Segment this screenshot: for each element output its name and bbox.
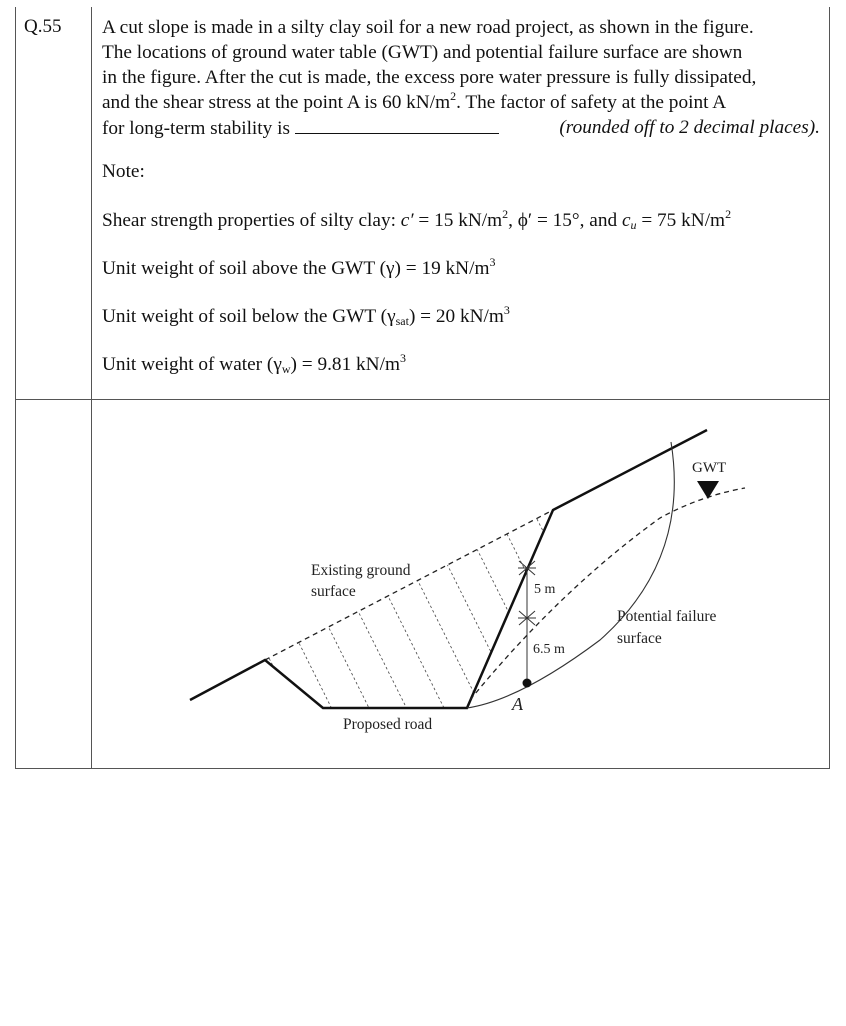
question-line-4: and the shear stress at the point A is 60 $kN/m^2$. The factor of safety at the point A: [102, 89, 727, 113]
gwt-line: [470, 488, 745, 700]
existing-ground-line: [265, 510, 553, 660]
label-dim-5m: 5 m: [534, 582, 556, 597]
label-dim-6-5m: 6.5 m: [533, 642, 565, 657]
label-potential-failure-2: surface: [617, 630, 662, 647]
rounding-instruction: (rounded off to 2 decimal places).: [559, 117, 820, 138]
gwt-triangle-icon: [697, 481, 719, 499]
question-number: Q.55: [24, 16, 62, 37]
question-line-3: in the figure. After the cut is made, the excess pore water pressure is fully dissipated,: [102, 67, 757, 88]
label-point-a: A: [512, 694, 523, 714]
label-proposed-road: Proposed road: [343, 716, 433, 733]
question-line-5: for long-term stability is (rounded off to 2 decimal places).: [102, 117, 820, 139]
label-existing-ground-2: surface: [311, 583, 356, 600]
question-line-1: A cut slope is made in a silty clay soil for a new road project, as shown in the figure.: [102, 17, 754, 38]
label-existing-ground-1: Existing ground: [311, 562, 411, 579]
note-heading: Note:: [102, 161, 145, 182]
unit-weight-below-gwt: Unit weight of soil below the GWT $(\gamma_{sat}) = 20$ $kN/m^3$: [102, 303, 510, 328]
label-potential-failure-1: Potential failure: [617, 608, 717, 625]
point-a-marker: [523, 679, 532, 688]
failure-surface-arc: [467, 442, 674, 708]
label-gwt: GWT: [692, 460, 727, 476]
question-line-2: The locations of ground water table (GWT) and potential failure surface are shown: [102, 42, 743, 63]
ground-profile: [190, 430, 707, 708]
unit-weight-water: Unit weight of water $(\gamma_w) = 9.81$ $kN/m^3$: [102, 351, 406, 376]
unit-weight-above-gwt: Unit weight of soil above the GWT (γ) = 19 $kN/m^3$: [102, 255, 496, 279]
shear-strength-properties: Shear strength properties of silty clay: c′ = 15 $kN/m^2$, ϕ′ = 15°, and $c_u = 75$ $kN/m^2$: [102, 207, 732, 232]
